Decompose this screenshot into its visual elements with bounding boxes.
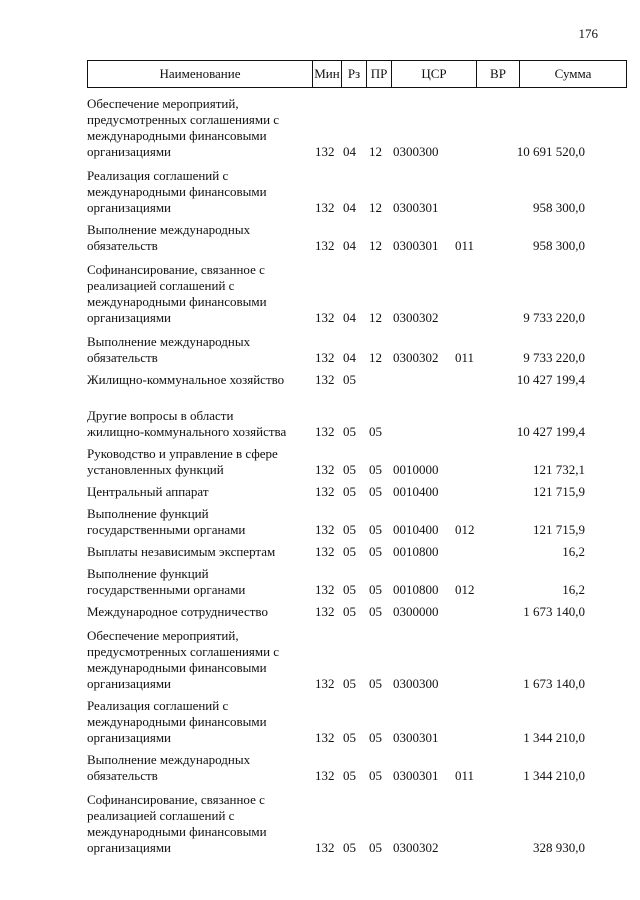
table-row <box>87 566 587 598</box>
header-min: Мин <box>313 61 342 88</box>
row-name-line: Выплаты независимым экспертам <box>87 544 276 559</box>
row-min: 132 <box>315 544 335 559</box>
row-min: 132 <box>315 350 335 365</box>
table-row <box>87 484 587 500</box>
row-min: 132 <box>315 424 335 439</box>
row-sum: 328 930,0 <box>533 840 585 855</box>
row-name-line: предусмотренных соглашениями с <box>87 112 280 127</box>
row-name-line: обязательств <box>87 350 158 365</box>
row-csr: 0300301 <box>393 238 439 253</box>
row-pr: 05 <box>369 462 382 477</box>
row-name <box>87 628 311 692</box>
row-min: 132 <box>315 310 335 325</box>
row-pr: 12 <box>369 310 382 325</box>
row-sum: 121 715,9 <box>533 522 585 537</box>
row-name-line: Реализация соглашений с <box>87 698 229 713</box>
row-name <box>87 262 311 326</box>
row-name-line: Центральный аппарат <box>87 484 209 499</box>
row-name-line: Выполнение функций <box>87 566 209 581</box>
row-rz: 05 <box>343 730 356 745</box>
row-pr: 05 <box>369 582 382 597</box>
row-rz: 04 <box>343 144 356 159</box>
row-csr: 0300300 <box>393 144 439 159</box>
header-name: Наименование <box>88 61 313 88</box>
row-name-line: Другие вопросы в области <box>87 408 234 423</box>
row-pr: 12 <box>369 350 382 365</box>
row-rz: 04 <box>343 310 356 325</box>
row-name-line: Реализация соглашений с <box>87 168 229 183</box>
table-row <box>87 604 587 620</box>
row-csr: 0010400 <box>393 484 439 499</box>
row-rz: 05 <box>343 840 356 855</box>
row-name-line: государственными органами <box>87 582 246 597</box>
table-row <box>87 168 587 216</box>
row-csr: 0300302 <box>393 310 439 325</box>
row-pr: 05 <box>369 522 382 537</box>
row-name-line: организациями <box>87 730 171 745</box>
table-row <box>87 698 587 746</box>
row-sum: 1 673 140,0 <box>523 604 585 619</box>
row-csr: 0010800 <box>393 544 439 559</box>
row-sum: 121 715,9 <box>533 484 585 499</box>
row-name <box>87 334 311 366</box>
row-name-line: установленных функций <box>87 462 224 477</box>
row-pr: 12 <box>369 200 382 215</box>
header-csr: ЦСР <box>392 61 477 88</box>
row-name-line: реализацией соглашений с <box>87 808 235 823</box>
row-name <box>87 752 311 784</box>
row-min: 132 <box>315 144 335 159</box>
table-row <box>87 262 587 326</box>
row-name-line: реализацией соглашений с <box>87 278 235 293</box>
row-name-line: организациями <box>87 200 171 215</box>
row-csr: 0300301 <box>393 200 439 215</box>
row-sum: 16,2 <box>562 544 585 559</box>
row-name-line: Выполнение международных <box>87 334 251 349</box>
row-name-line: Выполнение международных <box>87 752 251 767</box>
row-name-line: Выполнение международных <box>87 222 251 237</box>
row-min: 132 <box>315 238 335 253</box>
row-csr: 0300301 <box>393 768 439 783</box>
row-pr: 05 <box>369 544 382 559</box>
row-name <box>87 604 311 620</box>
row-name <box>87 566 311 598</box>
row-name <box>87 698 311 746</box>
row-sum: 1 344 210,0 <box>523 768 585 783</box>
row-name-line: Международное сотрудничество <box>87 604 268 619</box>
row-name-line: Руководство и управление в сфере <box>87 446 278 461</box>
table-row <box>87 506 587 538</box>
row-name-line: организациями <box>87 840 171 855</box>
row-name-line: Жилищно-коммунальное хозяйство <box>87 372 285 387</box>
row-rz: 04 <box>343 238 356 253</box>
row-pr: 12 <box>369 238 382 253</box>
row-rz: 05 <box>343 768 356 783</box>
row-rz: 05 <box>343 604 356 619</box>
row-name <box>87 792 311 856</box>
row-csr: 0300301 <box>393 730 439 745</box>
row-min: 132 <box>315 200 335 215</box>
row-pr: 05 <box>369 840 382 855</box>
row-vr: 011 <box>455 350 475 365</box>
row-name <box>87 168 311 216</box>
row-rz: 05 <box>343 462 356 477</box>
row-name <box>87 544 311 560</box>
row-rz: 05 <box>343 676 356 691</box>
row-name-line: международными финансовыми <box>87 128 267 143</box>
row-name <box>87 408 311 440</box>
row-csr: 0010400 <box>393 522 439 537</box>
row-pr: 05 <box>369 424 382 439</box>
header-rz: Рз <box>342 61 367 88</box>
page-number: 176 <box>578 26 598 41</box>
row-name-line: Софинансирование, связанное с <box>87 792 265 807</box>
table-row <box>87 408 587 440</box>
row-vr: 011 <box>455 238 475 253</box>
row-name <box>87 446 311 478</box>
row-sum: 10 427 199,4 <box>516 372 585 387</box>
row-sum: 1 344 210,0 <box>523 730 585 745</box>
row-name-line: обязательств <box>87 768 158 783</box>
row-csr: 0300000 <box>393 604 439 619</box>
table-row <box>87 792 587 856</box>
table-row <box>87 544 587 560</box>
row-name-line: организациями <box>87 144 171 159</box>
row-name-line: Обеспечение мероприятий, <box>87 628 239 643</box>
row-rz: 05 <box>343 544 356 559</box>
row-csr: 0010800 <box>393 582 439 597</box>
row-vr: 012 <box>455 522 475 537</box>
table-row <box>87 372 587 388</box>
table-row <box>87 628 587 692</box>
row-rz: 04 <box>343 350 356 365</box>
row-sum: 9 733 220,0 <box>523 310 585 325</box>
row-name-line: Обеспечение мероприятий, <box>87 96 239 111</box>
row-min: 132 <box>315 730 335 745</box>
row-name-line: Софинансирование, связанное с <box>87 262 265 277</box>
row-vr: 012 <box>455 582 475 597</box>
row-min: 132 <box>315 522 335 537</box>
row-name-line: международными финансовыми <box>87 184 267 199</box>
row-pr: 05 <box>369 604 382 619</box>
row-pr: 12 <box>369 144 382 159</box>
row-name-line: предусмотренных соглашениями с <box>87 644 280 659</box>
row-min: 132 <box>315 582 335 597</box>
row-csr: 0300302 <box>393 840 439 855</box>
row-name-line: государственными органами <box>87 522 246 537</box>
row-min: 132 <box>315 372 335 387</box>
row-sum: 10 691 520,0 <box>516 144 585 159</box>
row-rz: 05 <box>343 522 356 537</box>
row-min: 132 <box>315 840 335 855</box>
row-csr: 0300302 <box>393 350 439 365</box>
row-sum: 1 673 140,0 <box>523 676 585 691</box>
row-name <box>87 222 311 254</box>
row-rz: 05 <box>343 372 356 387</box>
row-name-line: международными финансовыми <box>87 824 267 839</box>
row-min: 132 <box>315 462 335 477</box>
table-header <box>87 60 627 88</box>
budget-rows <box>87 96 587 862</box>
row-csr: 0300300 <box>393 676 439 691</box>
table-row <box>87 222 587 254</box>
table-row <box>87 752 587 784</box>
header-sum: Сумма <box>520 61 627 88</box>
row-min: 132 <box>315 604 335 619</box>
row-vr: 011 <box>455 768 475 783</box>
table-row <box>87 96 587 160</box>
row-sum: 10 427 199,4 <box>516 424 585 439</box>
row-csr: 0010000 <box>393 462 439 477</box>
row-pr: 05 <box>369 768 382 783</box>
row-name <box>87 506 311 538</box>
table-row <box>87 446 587 478</box>
row-sum: 958 300,0 <box>533 238 585 253</box>
header-vr: ВР <box>477 61 520 88</box>
row-name <box>87 96 311 160</box>
row-name <box>87 372 311 388</box>
row-min: 132 <box>315 676 335 691</box>
row-pr: 05 <box>369 676 382 691</box>
row-sum: 958 300,0 <box>533 200 585 215</box>
row-pr: 05 <box>369 484 382 499</box>
row-name-line: организациями <box>87 310 171 325</box>
row-name-line: Выполнение функций <box>87 506 209 521</box>
row-rz: 04 <box>343 200 356 215</box>
row-min: 132 <box>315 768 335 783</box>
row-name-line: международными финансовыми <box>87 294 267 309</box>
row-sum: 16,2 <box>562 582 585 597</box>
row-rz: 05 <box>343 484 356 499</box>
row-min: 132 <box>315 484 335 499</box>
row-name <box>87 484 311 500</box>
row-rz: 05 <box>343 582 356 597</box>
row-pr: 05 <box>369 730 382 745</box>
row-name-line: жилищно-коммунального хозяйства <box>87 424 287 439</box>
table-row <box>87 334 587 366</box>
row-sum: 9 733 220,0 <box>523 350 585 365</box>
row-name-line: международными финансовыми <box>87 660 267 675</box>
row-name-line: организациями <box>87 676 171 691</box>
row-rz: 05 <box>343 424 356 439</box>
row-sum: 121 732,1 <box>533 462 585 477</box>
row-name-line: обязательств <box>87 238 158 253</box>
row-name-line: международными финансовыми <box>87 714 267 729</box>
header-pr: ПР <box>367 61 392 88</box>
